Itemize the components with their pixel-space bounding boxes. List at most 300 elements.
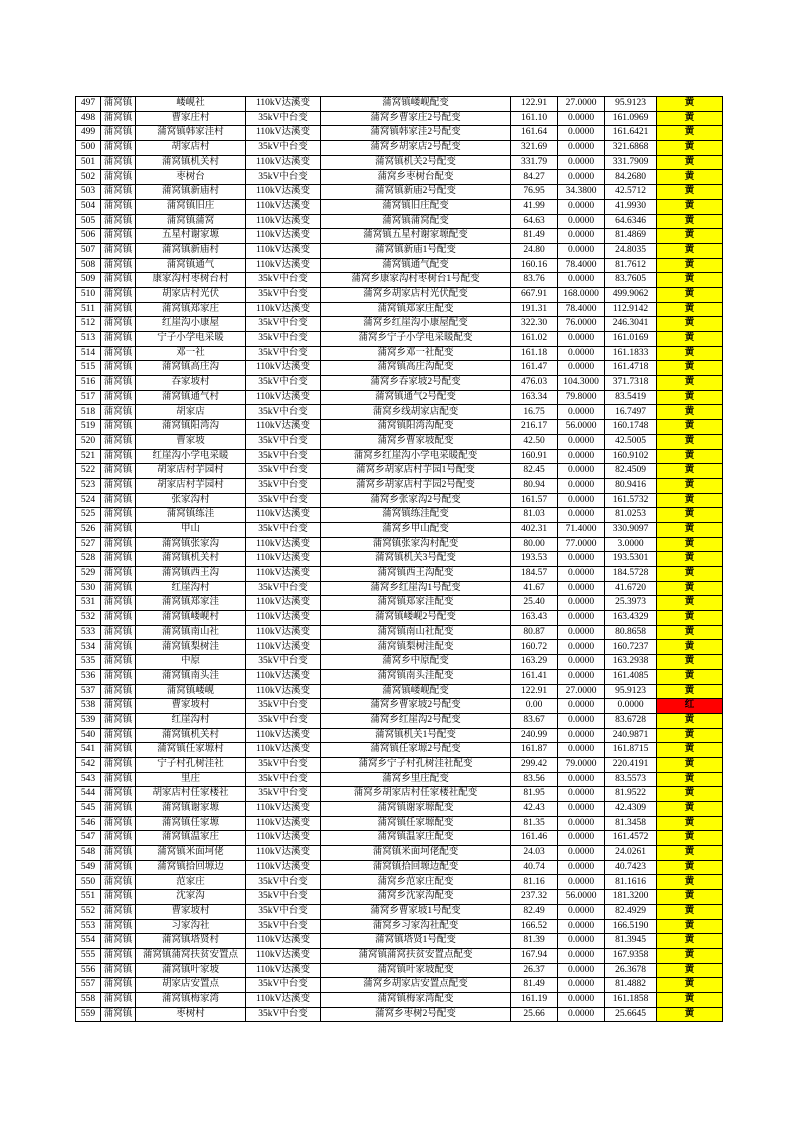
load-value-cell[interactable]: 0.0000 [558, 1007, 605, 1022]
town-cell[interactable]: 蒲窝镇 [101, 963, 136, 978]
area-name-cell[interactable]: 蒲窝镇新庙村 [136, 243, 246, 258]
transformer-name-cell[interactable]: 蒲窝乡康家沟村枣树台1号配变 [321, 273, 511, 288]
transformer-name-cell[interactable]: 蒲窝镇韩家洼2号配变 [321, 126, 511, 141]
margin-value-cell[interactable]: 240.9871 [605, 728, 657, 743]
row-index-cell[interactable]: 540 [76, 728, 101, 743]
transformer-name-cell[interactable]: 蒲窝乡习家沟社配变 [321, 919, 511, 934]
row-index-cell[interactable]: 551 [76, 890, 101, 905]
capacity-value-cell[interactable]: 322.30 [511, 317, 558, 332]
load-value-cell[interactable]: 0.0000 [558, 831, 605, 846]
status-cell[interactable]: 黄 [657, 757, 723, 772]
substation-cell[interactable]: 35kV中台变 [246, 273, 321, 288]
load-value-cell[interactable]: 0.0000 [558, 434, 605, 449]
transformer-name-cell[interactable]: 蒲窝镇南山社配变 [321, 625, 511, 640]
capacity-value-cell[interactable]: 161.57 [511, 493, 558, 508]
row-index-cell[interactable]: 500 [76, 141, 101, 156]
area-name-cell[interactable]: 蒲窝镇米面坷佬 [136, 846, 246, 861]
load-value-cell[interactable]: 0.0000 [558, 699, 605, 714]
margin-value-cell[interactable]: 161.0969 [605, 111, 657, 126]
row-index-cell[interactable]: 513 [76, 332, 101, 347]
load-value-cell[interactable]: 0.0000 [558, 552, 605, 567]
row-index-cell[interactable]: 524 [76, 493, 101, 508]
substation-cell[interactable]: 110kV达溪变 [246, 126, 321, 141]
status-cell[interactable]: 黄 [657, 567, 723, 582]
margin-value-cell[interactable]: 81.9522 [605, 787, 657, 802]
capacity-value-cell[interactable]: 83.76 [511, 273, 558, 288]
area-name-cell[interactable]: 红崖沟小康屋 [136, 317, 246, 332]
substation-cell[interactable]: 110kV达溪变 [246, 948, 321, 963]
capacity-value-cell[interactable]: 161.41 [511, 669, 558, 684]
transformer-name-cell[interactable]: 蒲窝乡宁子小学电采暖配变 [321, 332, 511, 347]
status-cell[interactable]: 黄 [657, 376, 723, 391]
status-cell[interactable]: 黄 [657, 860, 723, 875]
town-cell[interactable]: 蒲窝镇 [101, 669, 136, 684]
load-value-cell[interactable]: 0.0000 [558, 816, 605, 831]
town-cell[interactable]: 蒲窝镇 [101, 508, 136, 523]
town-cell[interactable]: 蒲窝镇 [101, 478, 136, 493]
status-cell[interactable]: 红 [657, 699, 723, 714]
status-cell[interactable]: 黄 [657, 904, 723, 919]
area-name-cell[interactable]: 里庄 [136, 772, 246, 787]
load-value-cell[interactable]: 0.0000 [558, 904, 605, 919]
capacity-value-cell[interactable]: 81.49 [511, 229, 558, 244]
row-index-cell[interactable]: 518 [76, 405, 101, 420]
margin-value-cell[interactable]: 26.3678 [605, 963, 657, 978]
substation-cell[interactable]: 35kV中台变 [246, 376, 321, 391]
load-value-cell[interactable]: 0.0000 [558, 655, 605, 670]
margin-value-cell[interactable]: 80.8658 [605, 625, 657, 640]
row-index-cell[interactable]: 557 [76, 978, 101, 993]
margin-value-cell[interactable]: 24.0261 [605, 846, 657, 861]
town-cell[interactable]: 蒲窝镇 [101, 390, 136, 405]
load-value-cell[interactable]: 56.0000 [558, 890, 605, 905]
status-cell[interactable]: 黄 [657, 170, 723, 185]
transformer-name-cell[interactable]: 蒲窝乡里庄配变 [321, 772, 511, 787]
status-cell[interactable]: 黄 [657, 890, 723, 905]
area-name-cell[interactable]: 蒲窝镇南山社 [136, 625, 246, 640]
area-name-cell[interactable]: 蒲窝镇嵝岘 [136, 684, 246, 699]
load-value-cell[interactable]: 0.0000 [558, 567, 605, 582]
town-cell[interactable]: 蒲窝镇 [101, 816, 136, 831]
transformer-name-cell[interactable]: 蒲窝乡枣树台配变 [321, 170, 511, 185]
town-cell[interactable]: 蒲窝镇 [101, 214, 136, 229]
transformer-name-cell[interactable]: 蒲窝乡胡家店2号配变 [321, 141, 511, 156]
town-cell[interactable]: 蒲窝镇 [101, 625, 136, 640]
load-value-cell[interactable]: 0.0000 [558, 332, 605, 347]
capacity-value-cell[interactable]: 81.49 [511, 978, 558, 993]
area-name-cell[interactable]: 甲山 [136, 522, 246, 537]
town-cell[interactable]: 蒲窝镇 [101, 317, 136, 332]
town-cell[interactable]: 蒲窝镇 [101, 640, 136, 655]
capacity-value-cell[interactable]: 160.16 [511, 258, 558, 273]
substation-cell[interactable]: 35kV中台变 [246, 478, 321, 493]
transformer-name-cell[interactable]: 蒲窝镇高庄沟配变 [321, 361, 511, 376]
area-name-cell[interactable]: 嵝岘社 [136, 97, 246, 112]
substation-cell[interactable]: 35kV中台变 [246, 713, 321, 728]
load-value-cell[interactable]: 0.0000 [558, 155, 605, 170]
row-index-cell[interactable]: 520 [76, 434, 101, 449]
town-cell[interactable]: 蒲窝镇 [101, 243, 136, 258]
transformer-name-cell[interactable]: 蒲窝镇阳湾沟配变 [321, 420, 511, 435]
town-cell[interactable]: 蒲窝镇 [101, 948, 136, 963]
town-cell[interactable]: 蒲窝镇 [101, 199, 136, 214]
load-value-cell[interactable]: 0.0000 [558, 229, 605, 244]
town-cell[interactable]: 蒲窝镇 [101, 376, 136, 391]
area-name-cell[interactable]: 吞家坡村 [136, 376, 246, 391]
status-cell[interactable]: 黄 [657, 478, 723, 493]
area-name-cell[interactable]: 蒲窝镇温家庄 [136, 831, 246, 846]
load-value-cell[interactable]: 0.0000 [558, 199, 605, 214]
load-value-cell[interactable]: 0.0000 [558, 611, 605, 626]
area-name-cell[interactable]: 曹家坡村 [136, 904, 246, 919]
town-cell[interactable]: 蒲窝镇 [101, 537, 136, 552]
load-value-cell[interactable]: 0.0000 [558, 126, 605, 141]
row-index-cell[interactable]: 536 [76, 669, 101, 684]
town-cell[interactable]: 蒲窝镇 [101, 126, 136, 141]
capacity-value-cell[interactable]: 25.66 [511, 1007, 558, 1022]
transformer-name-cell[interactable]: 蒲窝乡曹家庄2号配变 [321, 111, 511, 126]
substation-cell[interactable]: 35kV中台变 [246, 287, 321, 302]
row-index-cell[interactable]: 523 [76, 478, 101, 493]
town-cell[interactable]: 蒲窝镇 [101, 1007, 136, 1022]
capacity-value-cell[interactable]: 83.56 [511, 772, 558, 787]
load-value-cell[interactable]: 77.0000 [558, 537, 605, 552]
load-value-cell[interactable]: 0.0000 [558, 273, 605, 288]
transformer-name-cell[interactable]: 蒲窝镇新庙2号配变 [321, 185, 511, 200]
status-cell[interactable]: 黄 [657, 684, 723, 699]
substation-cell[interactable]: 35kV中台变 [246, 919, 321, 934]
capacity-value-cell[interactable]: 166.52 [511, 919, 558, 934]
substation-cell[interactable]: 35kV中台变 [246, 904, 321, 919]
area-name-cell[interactable]: 蒲窝镇拾回塬边 [136, 860, 246, 875]
substation-cell[interactable]: 110kV达溪变 [246, 258, 321, 273]
status-cell[interactable]: 黄 [657, 111, 723, 126]
capacity-value-cell[interactable]: 161.10 [511, 111, 558, 126]
load-value-cell[interactable]: 78.4000 [558, 258, 605, 273]
status-cell[interactable]: 黄 [657, 728, 723, 743]
substation-cell[interactable]: 35kV中台变 [246, 522, 321, 537]
area-name-cell[interactable]: 蒲窝镇韩家洼村 [136, 126, 246, 141]
status-cell[interactable]: 黄 [657, 273, 723, 288]
row-index-cell[interactable]: 543 [76, 772, 101, 787]
substation-cell[interactable]: 35kV中台变 [246, 581, 321, 596]
margin-value-cell[interactable]: 246.3041 [605, 317, 657, 332]
row-index-cell[interactable]: 519 [76, 420, 101, 435]
capacity-value-cell[interactable]: 26.37 [511, 963, 558, 978]
margin-value-cell[interactable]: 161.1833 [605, 346, 657, 361]
town-cell[interactable]: 蒲窝镇 [101, 434, 136, 449]
margin-value-cell[interactable]: 499.9062 [605, 287, 657, 302]
town-cell[interactable]: 蒲窝镇 [101, 229, 136, 244]
status-cell[interactable]: 黄 [657, 552, 723, 567]
capacity-value-cell[interactable]: 80.00 [511, 537, 558, 552]
row-index-cell[interactable]: 554 [76, 934, 101, 949]
area-name-cell[interactable]: 蒲窝镇郑家庄 [136, 302, 246, 317]
town-cell[interactable]: 蒲窝镇 [101, 596, 136, 611]
margin-value-cell[interactable]: 161.5732 [605, 493, 657, 508]
substation-cell[interactable]: 110kV达溪变 [246, 596, 321, 611]
area-name-cell[interactable]: 胡家店村芋园村 [136, 464, 246, 479]
transformer-name-cell[interactable]: 蒲窝乡胡家店村芋园2号配变 [321, 478, 511, 493]
town-cell[interactable]: 蒲窝镇 [101, 420, 136, 435]
substation-cell[interactable]: 110kV达溪变 [246, 669, 321, 684]
status-cell[interactable]: 黄 [657, 816, 723, 831]
transformer-name-cell[interactable]: 蒲窝镇梨树洼配变 [321, 640, 511, 655]
margin-value-cell[interactable]: 371.7318 [605, 376, 657, 391]
transformer-name-cell[interactable]: 蒲窝镇嵝岘配变 [321, 684, 511, 699]
town-cell[interactable]: 蒲窝镇 [101, 699, 136, 714]
row-index-cell[interactable]: 555 [76, 948, 101, 963]
substation-cell[interactable]: 35kV中台变 [246, 787, 321, 802]
area-name-cell[interactable]: 宁子小学电采暖 [136, 332, 246, 347]
status-cell[interactable]: 黄 [657, 963, 723, 978]
status-cell[interactable]: 黄 [657, 787, 723, 802]
town-cell[interactable]: 蒲窝镇 [101, 111, 136, 126]
status-cell[interactable]: 黄 [657, 875, 723, 890]
area-name-cell[interactable]: 蒲窝镇蒲窝扶贫安置点 [136, 948, 246, 963]
status-cell[interactable]: 黄 [657, 846, 723, 861]
capacity-value-cell[interactable]: 81.03 [511, 508, 558, 523]
status-cell[interactable]: 黄 [657, 449, 723, 464]
area-name-cell[interactable]: 蒲窝镇谢家塬 [136, 802, 246, 817]
town-cell[interactable]: 蒲窝镇 [101, 757, 136, 772]
capacity-value-cell[interactable]: 82.45 [511, 464, 558, 479]
transformer-name-cell[interactable]: 蒲窝镇通气2号配变 [321, 390, 511, 405]
transformer-name-cell[interactable]: 蒲窝乡邓一社配变 [321, 346, 511, 361]
capacity-value-cell[interactable]: 161.18 [511, 346, 558, 361]
load-value-cell[interactable]: 0.0000 [558, 214, 605, 229]
row-index-cell[interactable]: 546 [76, 816, 101, 831]
margin-value-cell[interactable]: 16.7497 [605, 405, 657, 420]
capacity-value-cell[interactable]: 84.27 [511, 170, 558, 185]
load-value-cell[interactable]: 0.0000 [558, 948, 605, 963]
substation-cell[interactable]: 35kV中台变 [246, 405, 321, 420]
substation-cell[interactable]: 35kV中台变 [246, 434, 321, 449]
town-cell[interactable]: 蒲窝镇 [101, 405, 136, 420]
substation-cell[interactable]: 110kV达溪变 [246, 684, 321, 699]
town-cell[interactable]: 蒲窝镇 [101, 258, 136, 273]
margin-value-cell[interactable]: 25.3973 [605, 596, 657, 611]
transformer-name-cell[interactable]: 蒲窝镇米面坷佬配变 [321, 846, 511, 861]
area-name-cell[interactable]: 枣树村 [136, 1007, 246, 1022]
row-index-cell[interactable]: 502 [76, 170, 101, 185]
row-index-cell[interactable]: 517 [76, 390, 101, 405]
margin-value-cell[interactable]: 81.0253 [605, 508, 657, 523]
area-name-cell[interactable]: 曹家庄村 [136, 111, 246, 126]
capacity-value-cell[interactable]: 161.87 [511, 743, 558, 758]
area-name-cell[interactable]: 习家沟社 [136, 919, 246, 934]
town-cell[interactable]: 蒲窝镇 [101, 449, 136, 464]
substation-cell[interactable]: 110kV达溪变 [246, 567, 321, 582]
substation-cell[interactable]: 110kV达溪变 [246, 625, 321, 640]
row-index-cell[interactable]: 528 [76, 552, 101, 567]
area-name-cell[interactable]: 沈家沟 [136, 890, 246, 905]
area-name-cell[interactable]: 蒲窝镇机关村 [136, 728, 246, 743]
capacity-value-cell[interactable]: 331.79 [511, 155, 558, 170]
margin-value-cell[interactable]: 83.6728 [605, 713, 657, 728]
town-cell[interactable]: 蒲窝镇 [101, 787, 136, 802]
status-cell[interactable]: 黄 [657, 1007, 723, 1022]
transformer-name-cell[interactable]: 蒲窝乡红崖沟2号配变 [321, 713, 511, 728]
area-name-cell[interactable]: 蒲窝镇练洼 [136, 508, 246, 523]
row-index-cell[interactable]: 501 [76, 155, 101, 170]
substation-cell[interactable]: 35kV中台变 [246, 141, 321, 156]
status-cell[interactable]: 黄 [657, 713, 723, 728]
capacity-value-cell[interactable]: 402.31 [511, 522, 558, 537]
row-index-cell[interactable]: 559 [76, 1007, 101, 1022]
town-cell[interactable]: 蒲窝镇 [101, 611, 136, 626]
row-index-cell[interactable]: 531 [76, 596, 101, 611]
transformer-name-cell[interactable]: 蒲窝乡红崖沟1号配变 [321, 581, 511, 596]
row-index-cell[interactable]: 512 [76, 317, 101, 332]
town-cell[interactable]: 蒲窝镇 [101, 846, 136, 861]
capacity-value-cell[interactable]: 161.64 [511, 126, 558, 141]
status-cell[interactable]: 黄 [657, 434, 723, 449]
capacity-value-cell[interactable]: 122.91 [511, 97, 558, 112]
area-name-cell[interactable]: 蒲窝镇阳湾沟 [136, 420, 246, 435]
row-index-cell[interactable]: 537 [76, 684, 101, 699]
town-cell[interactable]: 蒲窝镇 [101, 97, 136, 112]
area-name-cell[interactable]: 胡家店安置点 [136, 978, 246, 993]
status-cell[interactable]: 黄 [657, 611, 723, 626]
row-index-cell[interactable]: 521 [76, 449, 101, 464]
town-cell[interactable]: 蒲窝镇 [101, 684, 136, 699]
load-value-cell[interactable]: 27.0000 [558, 97, 605, 112]
transformer-name-cell[interactable]: 蒲窝乡线胡家店配变 [321, 405, 511, 420]
capacity-value-cell[interactable]: 83.67 [511, 713, 558, 728]
load-value-cell[interactable]: 0.0000 [558, 405, 605, 420]
row-index-cell[interactable]: 544 [76, 787, 101, 802]
load-value-cell[interactable]: 0.0000 [558, 713, 605, 728]
row-index-cell[interactable]: 516 [76, 376, 101, 391]
margin-value-cell[interactable]: 81.7612 [605, 258, 657, 273]
capacity-value-cell[interactable]: 81.35 [511, 816, 558, 831]
capacity-value-cell[interactable]: 76.95 [511, 185, 558, 200]
row-index-cell[interactable]: 548 [76, 846, 101, 861]
capacity-value-cell[interactable]: 80.94 [511, 478, 558, 493]
status-cell[interactable]: 黄 [657, 361, 723, 376]
load-value-cell[interactable]: 0.0000 [558, 772, 605, 787]
substation-cell[interactable]: 35kV中台变 [246, 1007, 321, 1022]
row-index-cell[interactable]: 552 [76, 904, 101, 919]
town-cell[interactable]: 蒲窝镇 [101, 567, 136, 582]
area-name-cell[interactable]: 五星村谢家塬 [136, 229, 246, 244]
row-index-cell[interactable]: 529 [76, 567, 101, 582]
transformer-name-cell[interactable]: 蒲窝镇蒲窝配变 [321, 214, 511, 229]
town-cell[interactable]: 蒲窝镇 [101, 875, 136, 890]
margin-value-cell[interactable]: 167.9358 [605, 948, 657, 963]
load-value-cell[interactable]: 79.8000 [558, 390, 605, 405]
row-index-cell[interactable]: 497 [76, 97, 101, 112]
substation-cell[interactable]: 35kV中台变 [246, 655, 321, 670]
row-index-cell[interactable]: 525 [76, 508, 101, 523]
transformer-name-cell[interactable]: 蒲窝镇叶家坡配变 [321, 963, 511, 978]
transformer-name-cell[interactable]: 蒲窝乡胡家店村芋园1号配变 [321, 464, 511, 479]
load-value-cell[interactable]: 0.0000 [558, 581, 605, 596]
transformer-name-cell[interactable]: 蒲窝乡胡家店村任家楼社配变 [321, 787, 511, 802]
area-name-cell[interactable]: 蒲窝镇机关村 [136, 552, 246, 567]
capacity-value-cell[interactable]: 476.03 [511, 376, 558, 391]
substation-cell[interactable]: 35kV中台变 [246, 757, 321, 772]
transformer-name-cell[interactable]: 蒲窝镇郑家洼配变 [321, 596, 511, 611]
margin-value-cell[interactable]: 160.1748 [605, 420, 657, 435]
load-value-cell[interactable]: 34.3800 [558, 185, 605, 200]
status-cell[interactable]: 黄 [657, 537, 723, 552]
transformer-name-cell[interactable]: 蒲窝镇通气配变 [321, 258, 511, 273]
row-index-cell[interactable]: 514 [76, 346, 101, 361]
capacity-value-cell[interactable]: 161.19 [511, 992, 558, 1007]
substation-cell[interactable]: 110kV达溪变 [246, 420, 321, 435]
row-index-cell[interactable]: 558 [76, 992, 101, 1007]
substation-cell[interactable]: 35kV中台变 [246, 978, 321, 993]
transformer-name-cell[interactable]: 蒲窝镇任家塬配变 [321, 816, 511, 831]
town-cell[interactable]: 蒲窝镇 [101, 978, 136, 993]
margin-value-cell[interactable]: 42.5712 [605, 185, 657, 200]
area-name-cell[interactable]: 蒲窝镇高庄沟 [136, 361, 246, 376]
substation-cell[interactable]: 110kV达溪变 [246, 155, 321, 170]
capacity-value-cell[interactable]: 24.03 [511, 846, 558, 861]
substation-cell[interactable]: 110kV达溪变 [246, 390, 321, 405]
area-name-cell[interactable]: 蒲窝镇塔贤村 [136, 934, 246, 949]
area-name-cell[interactable]: 蒲窝镇西王沟 [136, 567, 246, 582]
margin-value-cell[interactable]: 83.5573 [605, 772, 657, 787]
area-name-cell[interactable]: 蒲窝镇南头洼 [136, 669, 246, 684]
capacity-value-cell[interactable]: 41.99 [511, 199, 558, 214]
capacity-value-cell[interactable]: 64.63 [511, 214, 558, 229]
load-value-cell[interactable]: 0.0000 [558, 728, 605, 743]
area-name-cell[interactable]: 蒲窝镇梅家湾 [136, 992, 246, 1007]
area-name-cell[interactable]: 蒲窝镇梨树洼 [136, 640, 246, 655]
status-cell[interactable]: 黄 [657, 522, 723, 537]
load-value-cell[interactable]: 0.0000 [558, 111, 605, 126]
status-cell[interactable]: 黄 [657, 317, 723, 332]
status-cell[interactable]: 黄 [657, 669, 723, 684]
margin-value-cell[interactable]: 331.7909 [605, 155, 657, 170]
load-value-cell[interactable]: 0.0000 [558, 787, 605, 802]
area-name-cell[interactable]: 红崖沟村 [136, 581, 246, 596]
load-value-cell[interactable]: 0.0000 [558, 860, 605, 875]
row-index-cell[interactable]: 547 [76, 831, 101, 846]
load-value-cell[interactable]: 168.0000 [558, 287, 605, 302]
transformer-name-cell[interactable]: 蒲窝镇新庙1号配变 [321, 243, 511, 258]
area-name-cell[interactable]: 胡家店 [136, 405, 246, 420]
capacity-value-cell[interactable]: 160.91 [511, 449, 558, 464]
transformer-name-cell[interactable]: 蒲窝镇西王沟配变 [321, 567, 511, 582]
status-cell[interactable]: 黄 [657, 581, 723, 596]
substation-cell[interactable]: 110kV达溪变 [246, 185, 321, 200]
load-value-cell[interactable]: 0.0000 [558, 802, 605, 817]
town-cell[interactable]: 蒲窝镇 [101, 743, 136, 758]
town-cell[interactable]: 蒲窝镇 [101, 273, 136, 288]
transformer-name-cell[interactable]: 蒲窝乡曹家坡配变 [321, 434, 511, 449]
substation-cell[interactable]: 35kV中台变 [246, 772, 321, 787]
margin-value-cell[interactable]: 64.6346 [605, 214, 657, 229]
status-cell[interactable]: 黄 [657, 655, 723, 670]
transformer-name-cell[interactable]: 蒲窝乡吞家坡2号配变 [321, 376, 511, 391]
transformer-name-cell[interactable]: 蒲窝乡曹家坡2号配变 [321, 699, 511, 714]
area-name-cell[interactable]: 蒲窝镇蒲窝 [136, 214, 246, 229]
margin-value-cell[interactable]: 161.4085 [605, 669, 657, 684]
margin-value-cell[interactable]: 330.9097 [605, 522, 657, 537]
row-index-cell[interactable]: 549 [76, 860, 101, 875]
town-cell[interactable]: 蒲窝镇 [101, 522, 136, 537]
area-name-cell[interactable]: 蒲窝镇通气 [136, 258, 246, 273]
area-name-cell[interactable]: 胡家店村 [136, 141, 246, 156]
margin-value-cell[interactable]: 81.3458 [605, 816, 657, 831]
margin-value-cell[interactable]: 163.4329 [605, 611, 657, 626]
status-cell[interactable]: 黄 [657, 302, 723, 317]
substation-cell[interactable]: 110kV达溪变 [246, 934, 321, 949]
